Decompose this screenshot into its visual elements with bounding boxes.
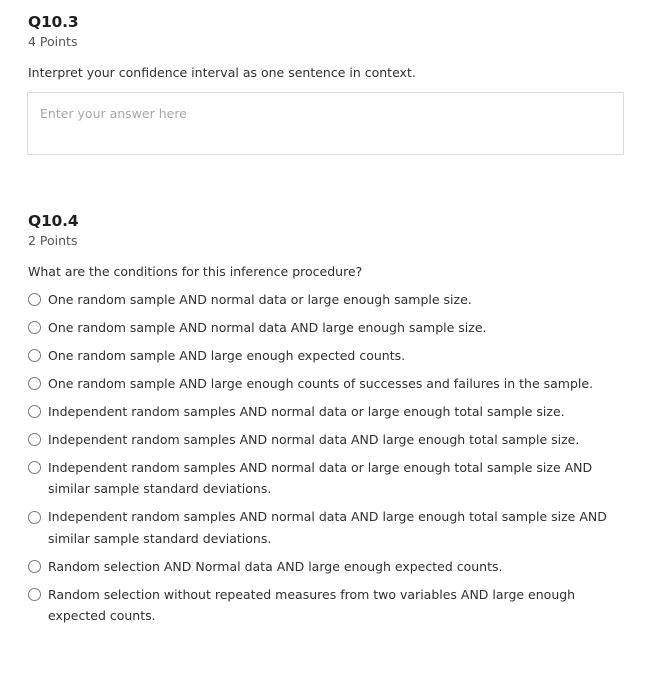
question-title: Q10.3	[28, 13, 79, 31]
option-label: Random selection without repeated measures from two variables AND large enough expected counts.	[48, 586, 576, 623]
option-label: One random sample AND normal data AND large enough sample size.	[48, 319, 487, 335]
option-label: One random sample AND large enough expected counts.	[48, 347, 406, 363]
option-label: Independent random samples AND normal data or large enough total sample size.	[48, 403, 565, 419]
answer-input[interactable]	[28, 93, 623, 154]
option-label: One random sample AND large enough counts of successes and failures in the sample.	[48, 375, 594, 391]
question-title: Q10.4	[28, 212, 79, 230]
question-points: 4 Points	[28, 34, 78, 49]
radio-button[interactable]	[28, 349, 41, 362]
option-label: Independent random samples AND normal data AND large enough total sample size AND similar sample standard deviations.	[48, 509, 607, 546]
option-6[interactable]	[28, 430, 628, 450]
radio-button[interactable]	[28, 560, 41, 573]
radio-button[interactable]	[28, 377, 41, 390]
option-4[interactable]	[28, 374, 628, 394]
option-7[interactable]	[28, 458, 628, 500]
option-label: Independent random samples AND normal data or large enough total sample size AND similar sample standard deviations.	[48, 459, 593, 496]
option-5[interactable]	[28, 402, 628, 422]
option-10[interactable]	[28, 585, 628, 627]
option-1[interactable]	[28, 290, 628, 310]
question-q10-3	[28, 12, 628, 155]
option-label: Random selection AND Normal data AND large enough expected counts.	[48, 558, 503, 574]
answer-box	[27, 92, 624, 155]
option-2[interactable]	[28, 318, 628, 338]
option-9[interactable]	[28, 557, 628, 577]
radio-button[interactable]	[28, 461, 41, 474]
question-prompt: Interpret your confidence interval as one sentence in context.	[28, 65, 416, 80]
option-label: One random sample AND normal data or large enough sample size.	[48, 291, 472, 307]
radio-button[interactable]	[28, 405, 41, 418]
radio-button[interactable]	[28, 433, 41, 446]
radio-button[interactable]	[28, 321, 41, 334]
radio-button[interactable]	[28, 293, 41, 306]
radio-button[interactable]	[28, 588, 41, 601]
option-label: Independent random samples AND normal data AND large enough total sample size.	[48, 431, 580, 447]
options-list	[28, 290, 628, 627]
question-prompt: What are the conditions for this inference procedure?	[28, 264, 363, 279]
option-8[interactable]	[28, 508, 628, 550]
question-points: 2 Points	[28, 233, 78, 248]
option-3[interactable]	[28, 346, 628, 366]
radio-button[interactable]	[28, 511, 41, 524]
question-q10-4	[28, 211, 628, 635]
